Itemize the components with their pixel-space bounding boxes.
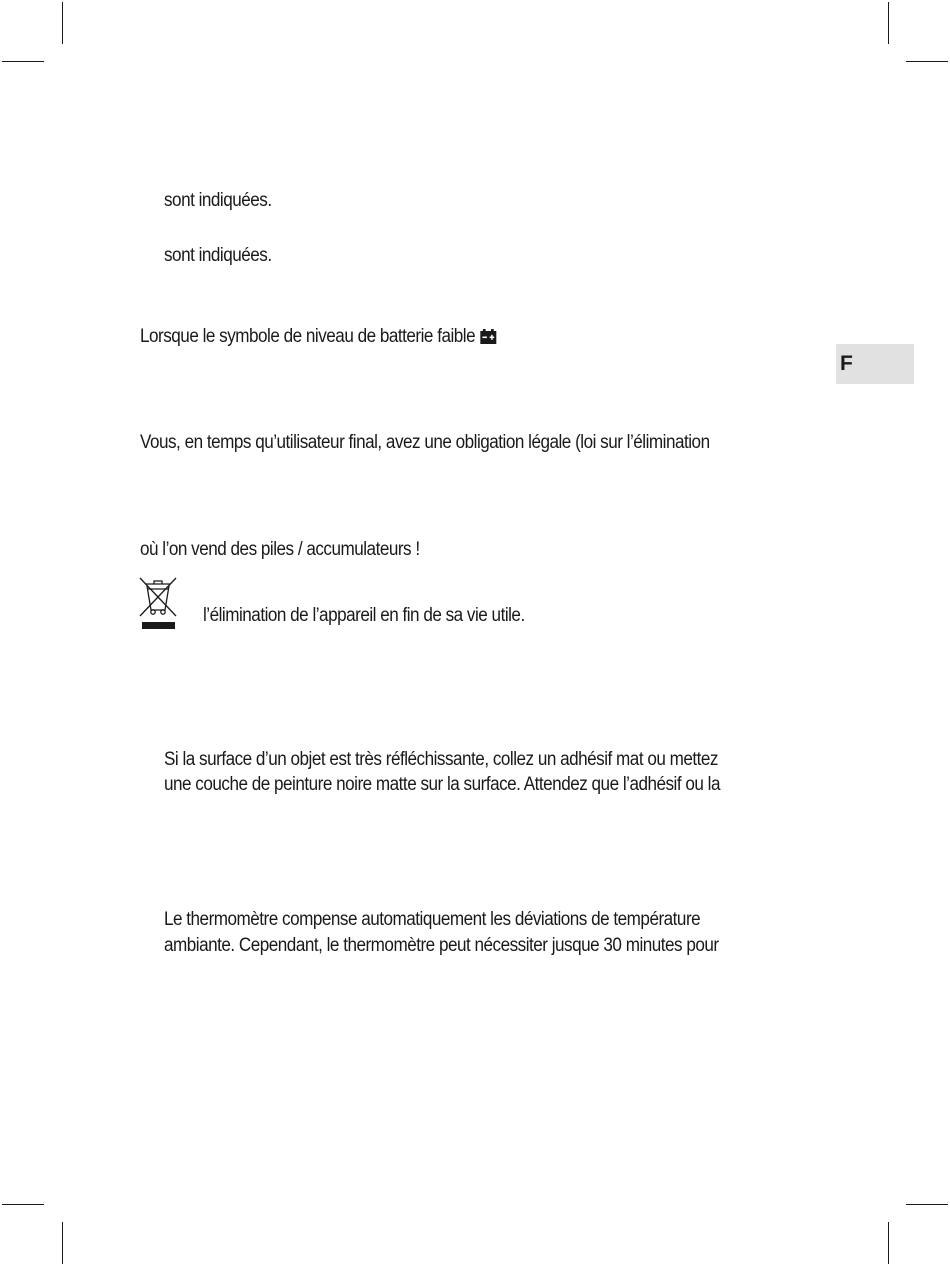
- text-line: Si la surface d’un objet est très réfléchissante, collez un adhésif mat ou mettez: [164, 749, 718, 770]
- crop-mark-bottom-right-horizontal: [906, 1204, 948, 1205]
- language-tab: [836, 344, 914, 384]
- crop-mark-bottom-left-horizontal: [2, 1204, 44, 1205]
- crossed-out-wheelie-bin-icon: [136, 572, 180, 632]
- low-battery-icon: [481, 329, 497, 344]
- crop-mark-top-right-vertical: [888, 2, 889, 44]
- text-line: où l’on vend des piles / accumulateurs !: [140, 539, 420, 560]
- text-line: sont indiquées.: [164, 245, 272, 266]
- text-line: une couche de peinture noire matte sur la surface. Attendez que l’adhésif ou la: [164, 774, 720, 795]
- crop-mark-bottom-right-vertical: [888, 1222, 889, 1264]
- low-battery-sentence: [140, 326, 497, 348]
- text-line: sont indiquées.: [164, 190, 272, 211]
- crop-mark-top-left-horizontal: [2, 61, 44, 62]
- text-line: Vous, en temps qu’utilisateur final, avez une obligation légale (loi sur l’élimination: [140, 432, 710, 453]
- crop-mark-top-left-vertical: [62, 2, 63, 44]
- language-tab-label: F: [840, 352, 853, 375]
- text-line: Lorsque le symbole de niveau de batterie faible: [140, 326, 476, 347]
- text-line: ambiante. Cependant, le thermomètre peut nécessiter jusque 30 minutes pour: [164, 935, 719, 956]
- text-line: Le thermomètre compense automatiquement les déviations de température: [164, 909, 701, 930]
- crop-mark-bottom-left-vertical: [62, 1222, 63, 1264]
- crop-mark-top-right-horizontal: [906, 61, 948, 62]
- text-line: l’élimination de l’appareil en fin de sa vie utile.: [203, 605, 525, 626]
